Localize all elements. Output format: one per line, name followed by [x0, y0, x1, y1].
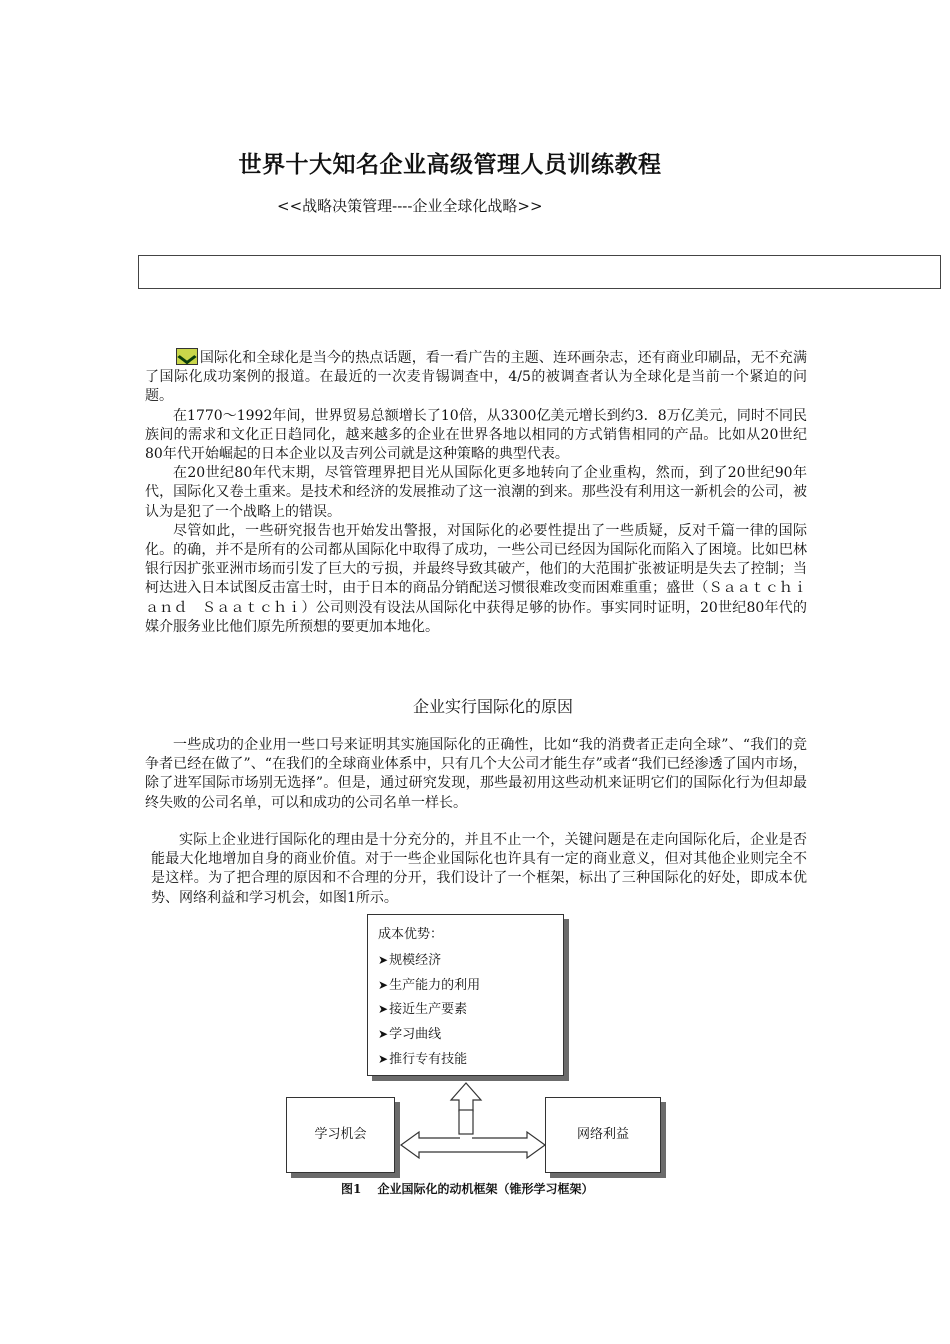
- paragraph: 在20世纪80年代末期，尽管管理界把目光从国际化更多地转向了企业重构，然而，到了20世纪90年代，国际化又卷土重来。是技术和经济的发展推动了这一浪潮的到来。那些没有利用这一新机会的公司，被认为是犯了一个战略上的错误。: [145, 465, 807, 520]
- cost-item-label: 生产能力的利用: [389, 977, 481, 993]
- cost-item-label: 规模经济: [389, 953, 442, 968]
- vertical-arrow: [451, 1083, 481, 1111]
- figure-caption: 图1 企业国际化的动机框架（锥形学习框架）: [341, 1182, 594, 1196]
- empty-banner-box: [138, 255, 941, 289]
- intro-section: [145, 348, 821, 637]
- motivation-framework-diagram: [280, 912, 680, 1202]
- paragraph: [145, 348, 807, 407]
- cost-item: [378, 1047, 553, 1072]
- paragraph: 一些成功的企业用一些口号来证明其实施国际化的正确性，比如“我的消费者正走向全球”、“我们的竞争者已经在做了”、“在我们的全球商业体系中，只有几个大公司才能生存”或者“我们已经渗透了国内市场，除了进军国际市场别无选择”。但是，通过研究发现，那些最初用这些动机来证明它们的国际化行为但却最终失败的公司名单，可以和成功的公司名单一样长。: [145, 737, 807, 811]
- section-heading: 企业实行国际化的原因: [412, 697, 573, 716]
- cost-item: [378, 973, 553, 998]
- pointer-hand-icon: [176, 348, 198, 365]
- cost-advantage-title: 成本优势：: [378, 927, 444, 942]
- paragraph: 尽管如此，一些研究报告也开始发出警报，对国际化的必要性提出了一些质疑，反对千篇一律的国际化。的确，并不是所有的公司都从国际化中取得了成功，一些公司已经因为国际化而陷入了困境。比如巴林银行因扩张亚洲市场而引发了巨大的亏损，并最终导致其破产，他们的大范围扩张被证明是失去了控制；当柯达进入日本试图反击富士时，由于日本的商品分销配送习惯很难改变而困难重重；盛世（Ｓａａｔｃｈｉ ａｎｄ Ｓａａｔｃｈｉ）公司则没有设法从国际化中获得足够的协作。事实同时证明，20世纪80年代的媒介服务业比他们原先所预想的要更加本地化。: [145, 522, 821, 635]
- arrow-bullet-icon: ➤: [378, 1051, 389, 1066]
- vertical-arrow-stem: [459, 1110, 473, 1134]
- horizontal-arrow: [401, 1132, 545, 1158]
- framework-section: [151, 831, 807, 908]
- cost-item: [378, 948, 553, 973]
- arrow-bullet-icon: ➤: [378, 1002, 389, 1017]
- arrow-bullet-icon: ➤: [378, 1027, 389, 1042]
- network-benefit-box: 网络利益: [545, 1097, 661, 1173]
- document-subtitle: <<战略决策管理----企业全球化战略>>: [277, 197, 543, 215]
- arrow-bullet-icon: ➤: [378, 953, 389, 967]
- cost-item-label: 推行专有技能: [389, 1051, 468, 1067]
- cost-item-label: 学习曲线: [389, 1027, 442, 1043]
- arrow-bullet-icon: ➤: [378, 977, 389, 992]
- document-title: 世界十大知名企业高级管理人员训练教程: [238, 152, 662, 178]
- paragraph: 实际上企业进行国际化的理由是十分充分的，并且不止一个，关键问题是在走向国际化后，企业是否能最大化地增加自身的商业价值。对于一些企业国际化也许具有一定的商业意义，但对其他企业则完全不是这样。为了把合理的原因和不合理的分开，我们设计了一个框架，标出了三种国际化的好处，即成本优势、网络利益和学习机会，如图1所示。: [151, 832, 807, 906]
- cost-item: [378, 1022, 553, 1047]
- cost-item-label: 接近生产要素: [389, 1002, 468, 1018]
- cost-item: [378, 997, 553, 1022]
- paragraph-text: 国际化和全球化是当今的热点话题，看一看广告的主题、连环画杂志，还有商业印刷品，无不充满了国际化成功案例的报道。在最近的一次麦肯锡调查中，4/5的被调查者认为全球化是当前一个紧迫的问题。: [145, 350, 807, 405]
- learning-opportunity-box: 学习机会: [286, 1097, 395, 1173]
- cost-advantage-box: [367, 914, 564, 1076]
- paragraph: 在1770～1992年间，世界贸易总额增长了10倍，从3300亿美元增长到约3．8万亿美元，同时不同民族间的需求和文化正日趋同化，越来越多的企业在世界各地以相同的方式销售相同的产品。比如从20世纪80年代开始崛起的日本企业以及吉列公司就是这种策略的典型代表。: [145, 407, 807, 463]
- reasons-section: [145, 736, 807, 813]
